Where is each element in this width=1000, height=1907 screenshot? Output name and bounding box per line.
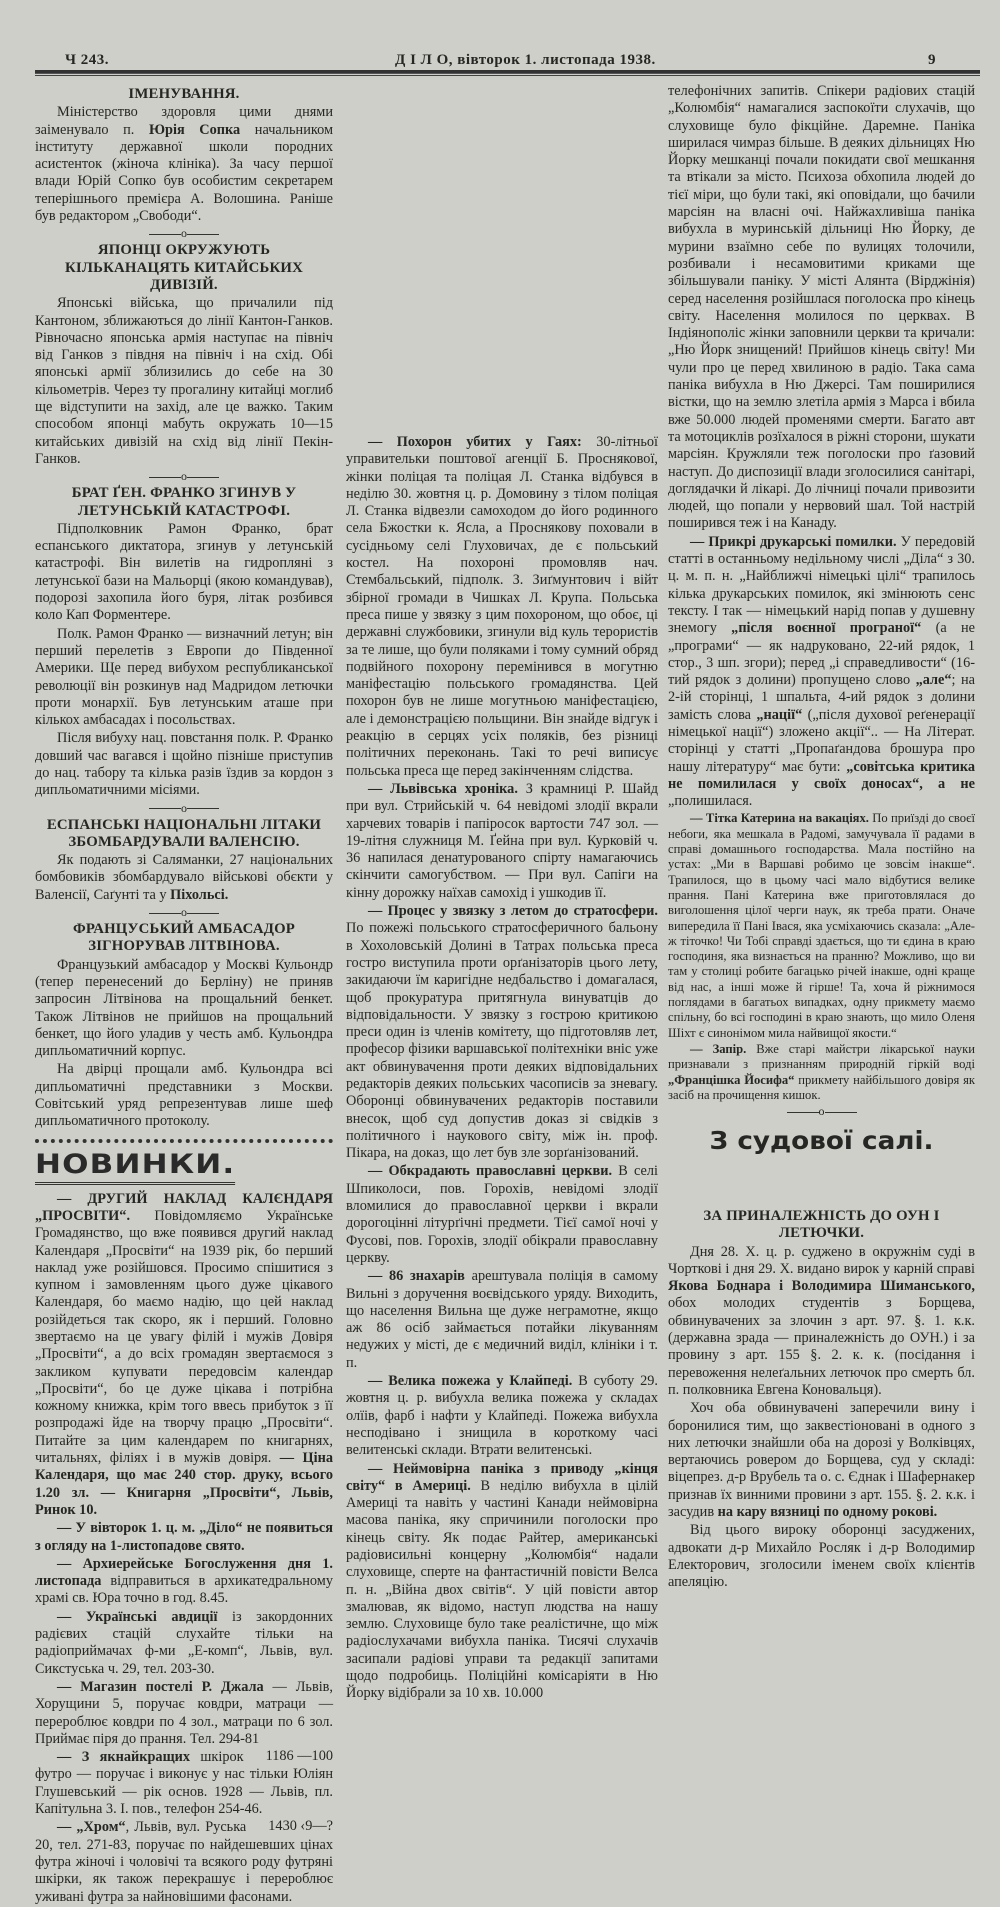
paragraph-text: Французький амбасадор у Москві Кульондр (тепер перенесений до Берліну) не приняв запросин Літвінова на прощальний бенкет. Також Літвінов не прийшов на прощальний бенкет, що його уладив у честь амб. Кульондра дипльоматичний корпус.: [35, 956, 333, 1060]
paragraph-text: У передовій статті в останньому недільному числі „Діла“ з 30. ц. м. п. н. „Найближчі німецькі цілі“ трапилось кілька друкарських помилок, які змінюють сенс тексту. І так — німецький нарід попав у душевну знемогу: [668, 533, 976, 637]
article-paragraph: [668, 83, 975, 533]
bold-lead-text: Якова Боднара і Володимира Шиманського,: [668, 1278, 975, 1295]
article-paragraph: [346, 903, 658, 1162]
paragraph-text: шкірок футро — поручає і виконує у нас тільки Юліян Глушевський — рік основ. 1928 — Львів, пл. Капітульна 3. І. пов., телефон 254-46.: [35, 1749, 333, 1818]
paragraph-text: По приїзді до своєї небоги, яка мешкала в Радомі, замучувала її радами в справі домашнього господарства. Мала постійно на устах: „Ми в Варшаві робимо це зовсім інакше“. Трапилося, що в цьому часі мало відбутися велике прання. Пані Катерина вже приготовлялася до виголошення цілої черги наук, як треба прати. Оначе випередила її Пані Івася, яка усміхаючись сказала: „Але-ж тіточко! Чи Тобі справді здається, що ти єдина в краю господиня, яка визнається на пранню? Можливо, що ви там у столиці робите багацько річей інакше, одні краще від нас, а інші може й гірше! Та, хоча й ріжнимося поглядами в багатьох випадках, одну прикмету маємо спільну, бо всі господині в краю знають, що мило Оленя Шіхт є синонімом мила найвищої якости.“: [668, 811, 975, 1040]
bold-lead-text: — Обкрадають православні церкви.: [368, 1163, 613, 1180]
article-separator: o: [668, 1104, 975, 1118]
bold-lead-text: — Ціна Календаря, що має 240 стор. друку, всього 1.20 зл. — Книгарня „Просвіти“, Львів, Ринок 10.: [35, 1450, 333, 1518]
article-paragraph: [668, 1522, 975, 1591]
article-paragraph: [35, 957, 333, 1061]
bold-lead-text: — Процес у звязку з летом до стратосфери.: [368, 903, 658, 920]
article-paragraph: [668, 811, 975, 1040]
header-rule: [35, 70, 980, 74]
article-paragraph: [35, 626, 333, 730]
bold-lead-text: „Францішка Йосифа“: [668, 1072, 795, 1087]
bold-lead-text: — Похорон убитих у Гаях:: [368, 434, 582, 450]
article-headline: ЗА ПРИНАЛЕЖНІСТЬ ДО ОУН І ЛЕТЮЧКИ.: [703, 1208, 940, 1242]
paragraph-text: Підполковник Рамон Франко, брат еспанського диктатора, згинув у летунській катастрофі. Він вилетів на гидропляні з летунської бази на Мальорці (якою командував), подорозі захопила його буря, літак розбився коло Кап Форментере.: [35, 520, 333, 624]
bold-lead-text: — З якнайкращих: [57, 1749, 191, 1766]
article-paragraph: [35, 1191, 333, 1520]
paragraph-text: („після духової реґенерації німецької нації“) зложено акції“.. — На Літерат. сторінці у статті „Пропаґандова брошура про нашу літературу“ має бути:: [668, 706, 975, 775]
article-paragraph: [35, 521, 333, 625]
news-section-title: НОВИНКИ.: [35, 1149, 235, 1185]
paragraph-text: 30-літньої управительки поштової агенції Б. Проснякової, жінки поліцая та поліцая Л. Станка відбувся в неділю 30. жовтня ц. р. Домовину з тілом поліцая Л. Станка відвезли самоходом до його родинного села Бжостки к. Ясла, а Проснякову поховали в сусідньому селі Глуховичах, де є польський костел. На похороні промовляв нач. Стембальський, підполк. З. Зиґмунтович і війт збірної громади в Чишках Л. Крупа. Польська преса пише у звязку з цим похороном, що обоє, ці державні службовики, згинули від куль терористів за те лише, що були поляками і тому сумний обряд подвійного похорону перемінився в могутню маніфестацію польського громадянства. Цей похорон був не лише могутньою маніфестацією, але і демонстрацією польщини. Він знайде відгук і реакцію в серцях усіх поляків, без різниці політичних переконань. Такі то речі виписує польська преса ще перед закінченням слідства.: [346, 434, 658, 779]
column-3-court-article: [668, 1206, 975, 1593]
bold-lead-text: на кару вязниці по одному рокові.: [717, 1504, 938, 1521]
paragraph-text: Вже старі майстри лікарської науки признавали з признанням природній гіркій воді: [668, 1041, 975, 1072]
article-paragraph: [668, 534, 975, 811]
court-section-title: З судової салі.: [709, 1126, 934, 1156]
paragraph-text: По пожежі польського стратосферичного бальону в Хохоловській Долині в Татрах польська преса гостро виступила проти орґанізаторів цього лету, закидаючи їм каригідне недбальство і домагалася, щоб прокуратура притягнула винуватців до відповідальности. У звязку з гострою критикою преси один із членів комітету, що підготовляв лет, професор фізики варшавської політехніки вніс уже акт обвинувачення проти деяких відповідальних редакторів деяких польських часописів за зневагу. Оборонці обвинувачених редакторів поставили внесок, щоб суд допустив доказ зі свідків з політичного і наукового світу, між ін. проф. Пікара, на доказ, що лет був зле зорґанізований.: [346, 920, 658, 1162]
paragraph-text: відправиться в архикатедральному храмі св. Юра точно в год. 8.45.: [35, 1573, 333, 1607]
paragraph-text: На двірці прощали амб. Кульондра всі дипльоматичні представники з Москви. Совітський уряд репрезентував лише шеф дипльоматичного протоколу.: [35, 1061, 333, 1130]
paragraph-text: Дня 28. Х. ц. р. суджено в окружнім суді в Чорткові і дня 29. Х. видано вирок у карній справі: [668, 1243, 975, 1277]
bold-lead-text: — Архиерейське Богослуження дня 1. листопада: [35, 1555, 333, 1590]
article-paragraph: [346, 1268, 658, 1372]
article-paragraph: [35, 1556, 333, 1608]
ad-code: 1186 —100: [265, 1748, 333, 1765]
article-paragraph: [346, 434, 658, 780]
paragraph-text: , Львів, вул. Руська 20, тел. 271-83, поручає по найдешевших цінах футра жіночі і чоловічі та всякого роду футряні шкірки, як також перекрашує і перероблює уживані футра за найновішими фасонами.: [35, 1819, 333, 1905]
article-paragraph: [668, 1244, 975, 1400]
bold-lead-text: — Велика пожежа у Клайпеді.: [368, 1373, 573, 1390]
page-number: 9: [928, 52, 936, 68]
bold-lead-text: — „Хром“: [57, 1819, 126, 1836]
bold-lead-text: „совітська критика не помилилася у своїх доносах“, а не: [668, 758, 976, 792]
article-separator: o: [35, 226, 333, 240]
bold-lead-text: — Неймовірна паніка з приводу „кінця світу“ в Америці.: [346, 1460, 658, 1494]
issue-number: Ч 243.: [65, 52, 110, 68]
paragraph-text: арештувала поліція в самому Вильні з доручення воєвідського уряду. Виходить, що населення Вильна ще дуже неграмотне, якщо аж 86 осіб займається потайки лікуванням недужих у місті, де є медичний виділ, клініки і т. п.: [346, 1268, 658, 1371]
paragraph-text: (а не „програми“ — як надруковано, 22-ий рядок, 1 стор., 3 шп. згори); перед „і справедливости“ (16-тий рядок з долини) пропущено слово: [668, 620, 975, 689]
bold-lead-text: „нації“: [756, 706, 803, 723]
bold-lead-text: Піхольсі.: [170, 886, 229, 903]
paragraph-text: Полк. Рамон Франко — визначний летун; він перший перелетів з Европи до Південної Америки. Ще перед вибухом республиканської революції він розкинув над Мадридом летючки проти монархії. Був летунським аташе при кількох амбасадах і посольствах.: [35, 625, 333, 729]
article-headline: БРАТ ҐЕН. ФРАНКО ЗГИНУВ У ЛЕТУНСЬКІЙ КАТАСТРОФІ.: [71, 485, 297, 519]
bold-lead-text: — У вівторок 1. ц. м. „Діло“ не появиться з огляду на 1-листопадове свято.: [35, 1520, 333, 1554]
article-paragraph: [35, 730, 333, 799]
paragraph-text: Після вибуху нац. повстання полк. Р. Франко довший час вагався і щойно пізніше приступив до нац. табору та кілька разів їздив за кордон з дипльоматичними місіями.: [35, 730, 333, 799]
paragraph-text: Повідомляємо Українське Громадянство, що вже появився другий наклад Календаря „Просвіти“ на 1939 рік, бо перший наклад уже розійшовся. Просимо спішитися з купном і замовленням цього дуже цікавого Календаря, бо маємо надію, що цей наклад розійдеться так скоро, як і перший. Головно звертаємо на це увагу філій і мужів Довіря „Просвіти“, а до всіх громадян звертаємося з закликом купувати передовсім календар „Просвіти“, бо це дуже цікава і потрібна кожному книжка, крім того ввесь прибуток з її розпродажі йде на творчу працю „Просвіти“. Питайте за цим календарем по книгарнях, читальнях, філіях і в мужів довіря.: [35, 1207, 333, 1467]
bold-lead-text: — Тітка Катерина на вакаціях.: [690, 811, 869, 826]
article-separator: o: [35, 905, 333, 919]
column-1: [35, 84, 333, 1907]
bold-lead-text: Юрія Сопка: [148, 121, 241, 138]
paragraph-text: Японські війська, що причалили під Кантоном, зближаються до лінії Кантон-Ганков. Рівночасно японська армія наступає на північ від Ганков з півдня на північ і на схід. Обі японські армії зблизились до себе на 30 кільометрів. Через ту прогалину китайці моглиб ще відступити на захід, але це важко. Таким способом японці мабуть окружать 10—15 китайських дивізій на схід від лінії Пекін-Ганков.: [35, 295, 333, 467]
paragraph-text: — Львів, Хорущини 5, поручає ковдри, матраци — перероблює ковдри по 4 зол., матраци по 6 зол. Приймає піря до прання. Тел. 294-81: [35, 1678, 333, 1747]
paragraph-text: В суботу 29. жовтня ц. р. вибухла велика пожежа у складах олїів, фарб і нафти у Клайпеді. Пожежа вибухла несподівано і знищила в короткому часі велитенські склади. Втрати велитенські.: [346, 1373, 658, 1459]
paragraph-text: телефонічних запитів. Спікери радіових стацій „Колюмбія“ намагалися заспокоїти слухачів, що слуховище було фікційне. Даремне. Паніка ширилася чимраз більше. В деяких дільницях Ню Йорку мешканці почали покидати свої мешкання та втікали за місто. Психоза обхопила людей до тієї міри, що були такі, які оповідали, що бачили марсіян на власні очі. Найжахливіша паніка вибухла в муринській дільниці Ню Йорку, де мурини взаїмно себе по вулицях толочили, розбивали і несамовитими криками ще збільшували паніку. У місті Алянта (Вірджінія) серед населення розійшлася поголоска про кінець світу. Населення молилося по церквах. В Індіянополіс жінки заповнили церкви та кричали: „Ню Йорк знищений! Прийшов кінець світу! Ми чули про це перед хвилиною в радіо. Така сама паніка вибухла в Ню Джерсі. Там поширилися вістки, що на землю злетіла армія з Марса і вбила вже 50.000 людей променями смерти. Багато авт та мотоциклів розїхалося в ріжні сторони, шукати марсіян. Кружляли теж поголоски про ґазовий наступ. До диспозиції влади зголосилися санітарі, доглядачки й лікарі. До лічниці почали привозити людей, що попали у нервовий шал. Той настрій поширився теж і на Канаду.: [668, 83, 975, 532]
article-paragraph: [346, 781, 658, 902]
dotted-divider: [35, 1139, 333, 1143]
article-paragraph: [668, 1042, 975, 1103]
article-separator: o: [35, 801, 333, 815]
bold-lead-text: — Українські авдиції: [57, 1608, 218, 1625]
article-paragraph: [346, 1373, 658, 1459]
newspaper-masthead-date: Д І Л О, вівторок 1. листопада 1938.: [395, 52, 656, 68]
article-paragraph: [35, 295, 333, 468]
article-paragraph: [35, 1061, 333, 1130]
column-2: [346, 434, 658, 1704]
article-paragraph: [346, 1461, 658, 1703]
article-paragraph: [668, 1400, 975, 1521]
article-paragraph: [35, 1520, 333, 1555]
article-paragraph: [35, 104, 333, 225]
article-headline: ІМЕНУВАННЯ.: [128, 86, 240, 102]
paragraph-text: В неділю вибухла в цілій Америці та навіть у частині Канади неймовірна масова паніка, яку спричинили поголоски про кінець світу. Як подає Райтер, американські радіовисильні концерну „Колюмбія“ надали слуховище, сперте на фантастичній повісти Велса п. н. „Війна двох світів“. У цій повісти автор змалював, як відомо, наступ людства на нашу землю. Слуховище було таке реалістичне, що між радіослухачами вибухла паніка. Тисячі слухачів засипали радіові управи та редакції запитами щодо подробиць. Поліційні комісаріяти в Ню Йорку відібрали за 10 хв. 10.000: [346, 1477, 658, 1702]
ad-code: 1430 ‹9—?: [268, 1818, 333, 1835]
bold-lead-text: — ДРУГИЙ НАКЛАД КАЛЄНДАРЯ „ПРОСВІТИ“.: [35, 1190, 333, 1224]
bold-lead-text: — 86 знахарів: [368, 1268, 465, 1285]
column-3: [668, 83, 976, 1156]
paragraph-text: начальником інституту державної школи породних асистенток (жіноча клініка). За часу першої влади Юрій Сопко був особистим секретарем теперішнього премієра А. Волошина. Раніше був редактором „Свободи“.: [35, 121, 333, 225]
paragraph-text: З крамниці Р. Шайд при вул. Стрийській ч. 64 невідомі злодії вкрали харчевих товарів і папіросок вартости 747 зол. — 19-літня служниця М. Ґейна при вул. Курковій ч. 36 напилася денатурованого спірту намагаючись скінчити самогубством. — При вул. Сапіги на кінну дорожку наїхав самохід і ушкодив її.: [346, 780, 658, 901]
bold-lead-text: „після воєнної програної“: [731, 620, 922, 637]
paragraph-text: „полишилася.: [668, 793, 753, 810]
paragraph-text: Міністерство здоровля цими днями заіменувало п.: [35, 104, 333, 138]
bold-lead-text: „але“: [915, 672, 952, 689]
article-paragraph: [35, 852, 333, 904]
paragraph-text: ; на 2-ій сторінці, 1 шпальта, 4-ий рядок з долини замість слова: [668, 672, 975, 723]
bold-lead-text: — Запір.: [690, 1041, 747, 1056]
article-headline: ЯПОНЦІ ОКРУЖУЮТЬ КІЛЬКАНАЦЯТЬ КИТАЙСЬКИХ ДИВІЗІЙ.: [64, 242, 303, 293]
bold-lead-text: — Прикрі друкарські помилки.: [690, 533, 897, 550]
paragraph-text: В селі Шпиколоси, пов. Горохів, невідомі злодії вломилися до православної церкви і вкрали дорогоцінні літурґічні предмети. Тієї самої ночі у Фусові, пов. Горохів, злодії обікрали православну церкву.: [346, 1163, 658, 1266]
paragraph-text: Хоч оба обвинувачені заперечили вину і боронилися тим, що заквестіоновані в одного з них летючки знайшли оба на дорозі у Волківцях, вертаючись ровером до Борщева, суд у складі: віцепрез. д-р Врубель та о. с. Єднак і Шафернакер признав їх винними провини з арт. 155. §. 2. к.к. і засудив: [668, 1400, 975, 1521]
article-headline: ЕСПАНСЬКІ НАЦІОНАЛЬНІ ЛІТАКИ ЗБОМБАРДУВАЛИ ВАЛЕНСІЮ.: [46, 816, 322, 850]
header-rule-thin: [35, 75, 980, 76]
paragraph-text: із закордонних радієвих стацій слухайте тільки на радіоприймачах ф-ми „Е-комп“, Львів, вул. Сикстуська ч. 29, тел. 203-30.: [35, 1608, 333, 1677]
paragraph-text: Як подають зі Саляманки, 27 національних бомбовиків збомбардувало військові обєкти у Валенсії, Саґунті та у: [35, 852, 333, 903]
paragraph-text: прикмету найбільшого довіря як засіб на прочищення кишок.: [668, 1072, 975, 1102]
paragraph-text: обох молодих студентів з Борщева, обвинувачених за злочин з арт. 97. §. 1. к.к. (державна зрада — приналежність до ОУН.) і за провину з арт. 155 §. 2. к. к. (посідання і перевоження нелеґальних летючок про смерть бл. п. полковника Евгена Коновальця).: [668, 1295, 975, 1398]
bold-lead-text: — Львівська хроніка.: [368, 780, 518, 797]
paragraph-text: Від цього вироку оборонці засуджених, адвокати д-р Михайло Росляк і д-р Володимир Електорович, зголосили іменем своїх клієнтів апеляцію.: [668, 1522, 975, 1591]
bold-lead-text: — Магазин постелі Р. Джала: [57, 1678, 264, 1695]
article-separator: o: [35, 469, 333, 483]
article-paragraph: [346, 1163, 658, 1267]
article-headline: ФРАНЦУСЬКИЙ АМБАСАДОР ЗІГНОРУВАВ ЛІТВІНОВА.: [72, 921, 296, 955]
article-paragraph: [35, 1609, 333, 1678]
